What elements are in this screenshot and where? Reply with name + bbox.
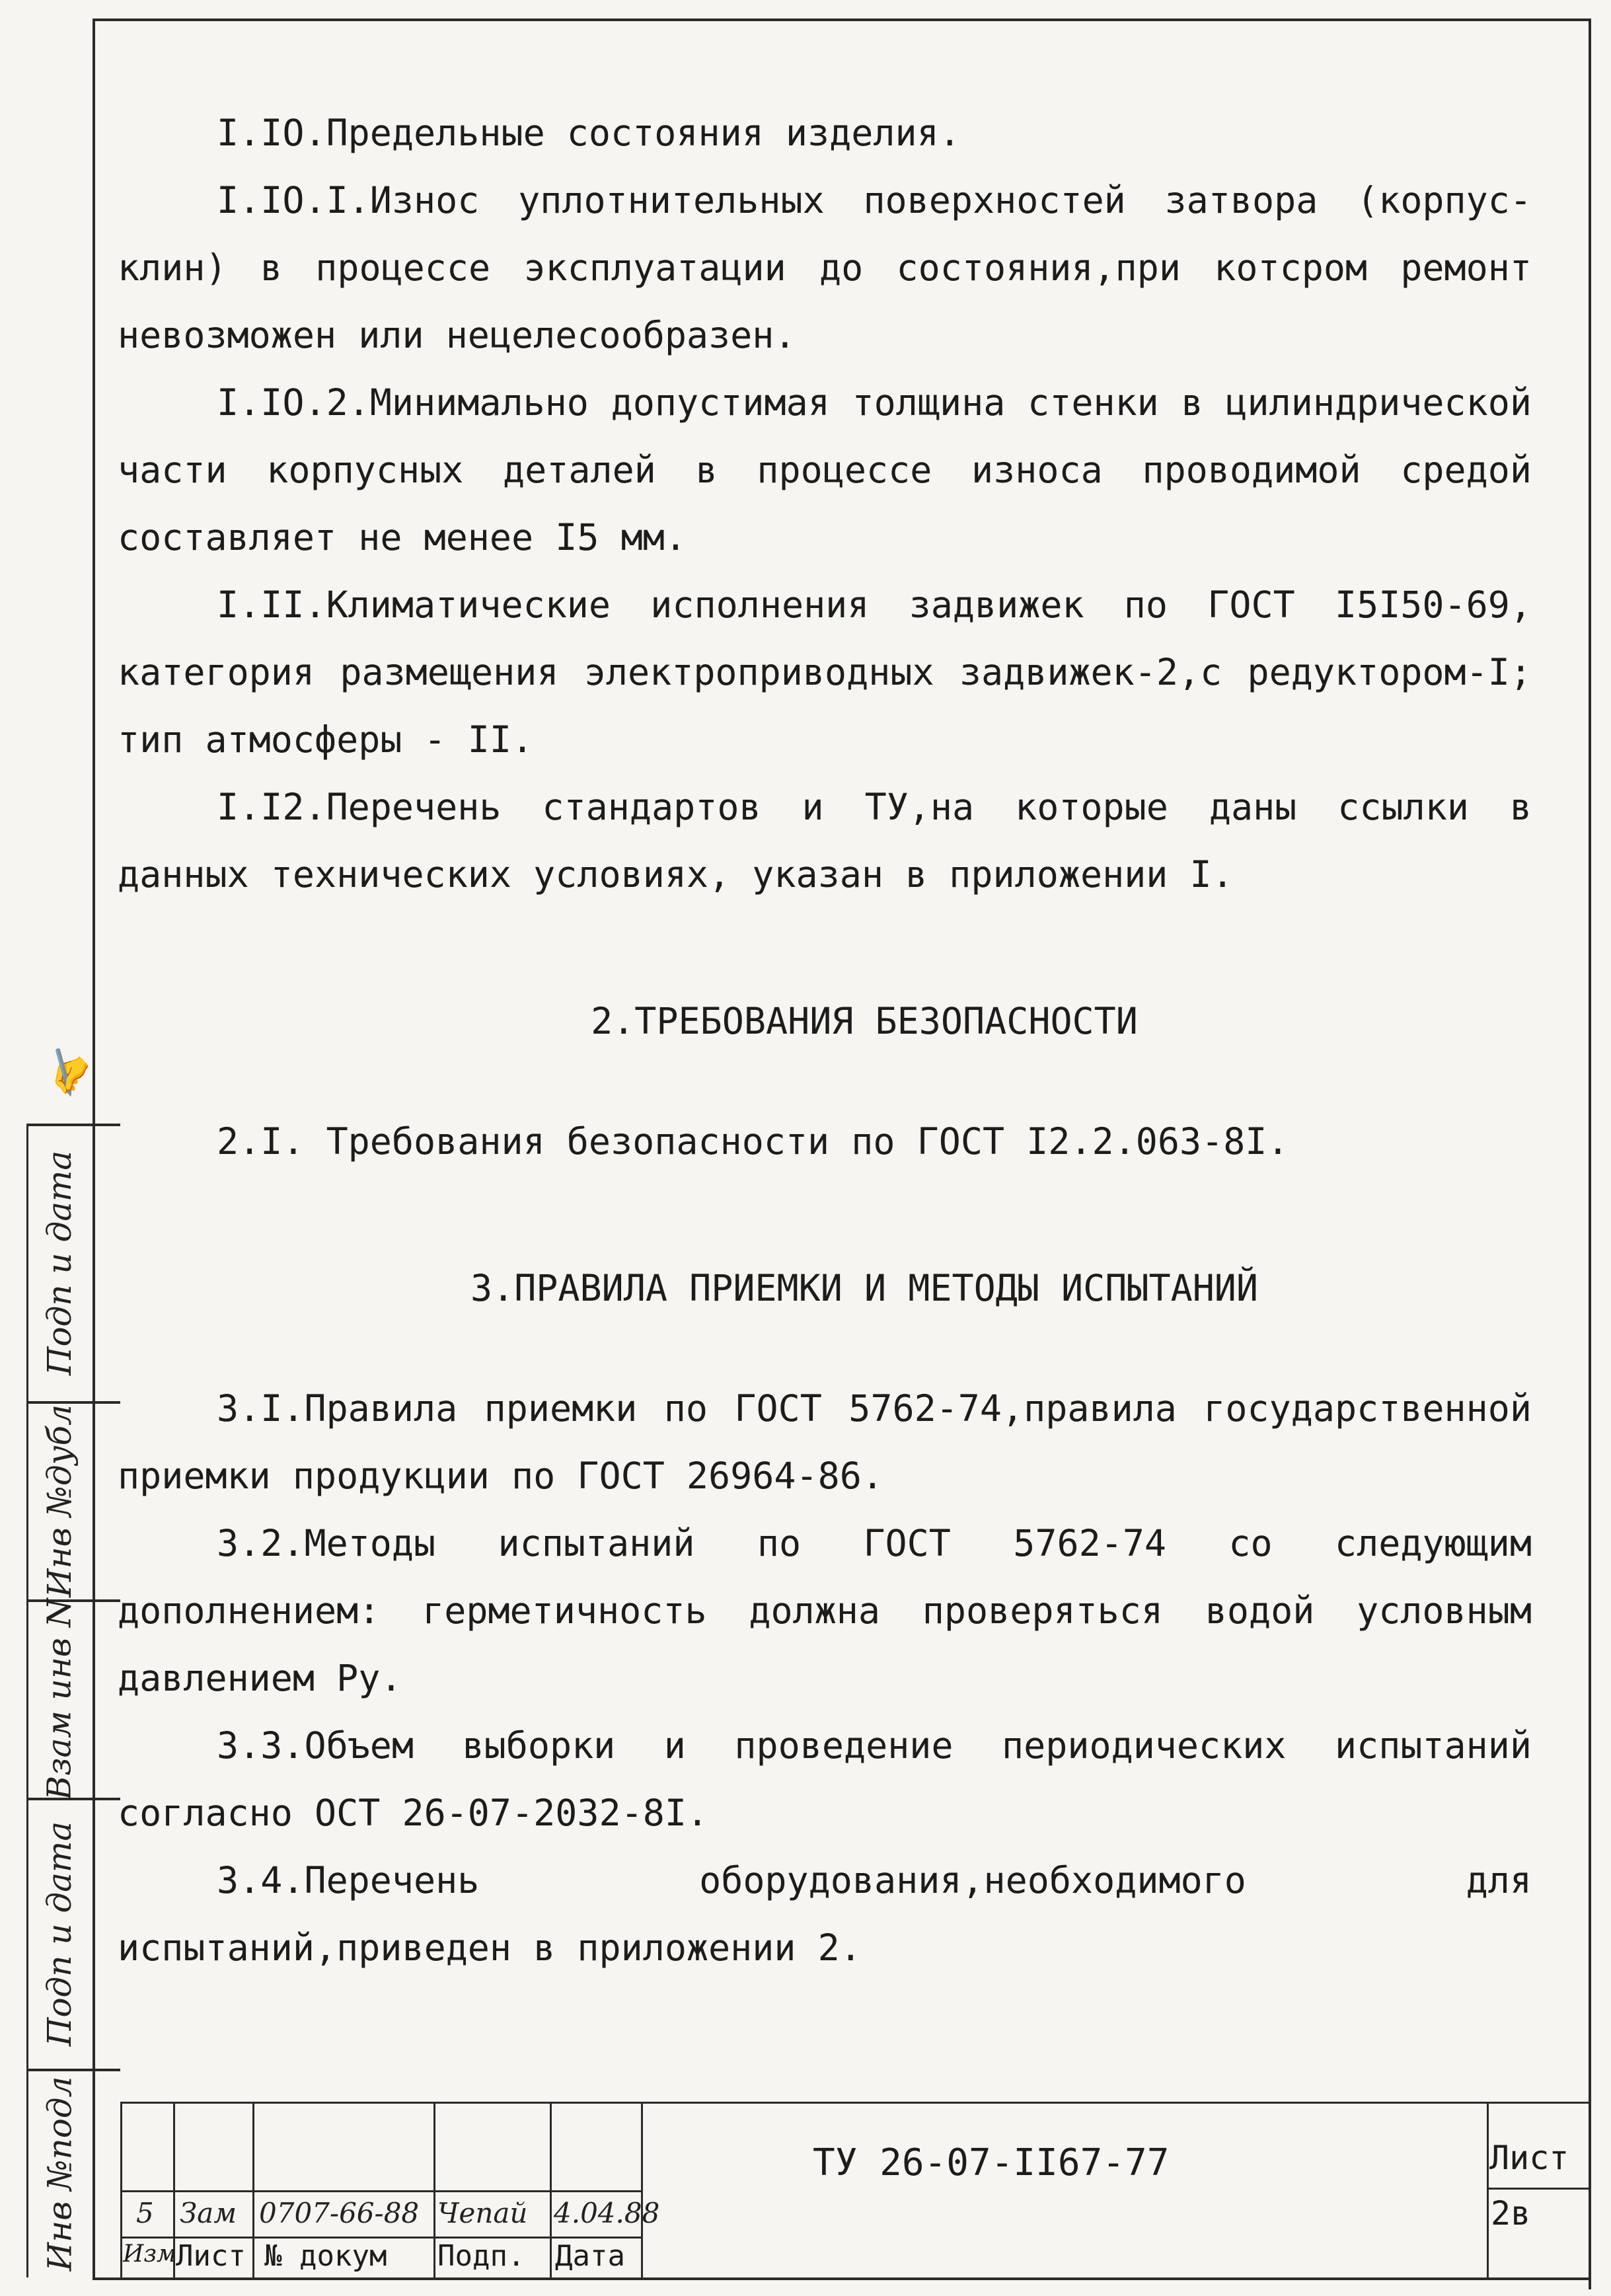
paragraph-3-2: 3.2.Методы испытаний по ГОСТ 5762-74 со следующим дополнением: герметичность должна проверяться водой условным давлением Ру. <box>118 1522 1532 1699</box>
document-designation: ТУ 26-07-II67-77 <box>813 2141 1170 2184</box>
sheet-cell-left-border <box>1487 2102 1489 2277</box>
label-data: Дата <box>555 2239 625 2273</box>
side-cell-podp-data-1: Подп и дата <box>40 1150 79 1376</box>
title-block-row-divider <box>120 2190 642 2192</box>
paragraph-3-1: 3.I.Правила приемки по ГОСТ 5762-74,правила государственной приемки продукции по ГОСТ 26964-86. <box>118 1387 1532 1497</box>
revision-number: 5 <box>136 2197 154 2229</box>
title-block-col <box>433 2102 435 2277</box>
paragraph-2-1: 2.I. Требования безопасности по ГОСТ I2.2.063-8I. <box>217 1120 1289 1163</box>
paragraph-1-12: I.I2.Перечень стандартов и ТУ,на которые даны ссылки в данных технических условиях, указан в приложении I. <box>118 786 1532 896</box>
label-izm: Изм <box>123 2240 176 2268</box>
section-2-heading: 2.ТРЕБОВАНИЯ БЕЗОПАСНОСТИ <box>591 1000 1138 1042</box>
revision-change: Зам <box>180 2197 237 2229</box>
label-docnum: № докум <box>264 2239 387 2273</box>
revision-signature: Чепай <box>437 2197 528 2229</box>
sheet-number: 2в <box>1491 2194 1531 2233</box>
title-block-col <box>120 2102 122 2277</box>
paragraph-1-10-1: I.IO.I.Износ уплотнительных поверхностей затвора (корпус-клин) в процессе эксплуатации до состояния,при котсром ремонт невозможен или нецелесообразен. <box>118 179 1532 356</box>
sheet-cell-divider <box>1487 2188 1589 2190</box>
side-cell-inv-podl: Инв №подл <box>40 2076 79 2272</box>
paragraph-1-10-2: I.IO.2.Минимально допустимая толщина стенки в цилиндрической части корпусных деталей в процессе износа проводимой средой составляет не менее I5 мм. <box>118 381 1532 558</box>
section-3-heading: 3.ПРАВИЛА ПРИЕМКИ И МЕТОДЫ ИСПЫТАНИЙ <box>470 1267 1259 1309</box>
frame-top-border <box>94 19 1590 21</box>
side-cell-inv-dubl: Инв №дубл <box>40 1404 79 1597</box>
side-cell-podp-data-2: Подп и дата <box>40 1821 79 2047</box>
title-block-col <box>252 2102 254 2277</box>
paragraph-3-3: 3.3.Объем выборки и проведение периодических испытаний согласно ОСТ 26-07-2032-8I. <box>118 1724 1532 1834</box>
paragraph-3-4: 3.4.Перечень оборудования,необходимого для испытаний,приведен в приложении 2. <box>118 1859 1532 1969</box>
title-block-col <box>550 2102 552 2277</box>
frame-left-border <box>93 19 95 2279</box>
paragraph-1-10: I.IO.Предельные состояния изделия. <box>217 112 961 154</box>
sheet-label: Лист <box>1489 2139 1569 2177</box>
document-body <box>118 99 1532 1981</box>
label-podp: Подп. <box>437 2239 525 2273</box>
frame-right-border <box>1589 19 1591 2289</box>
frame-bottom-border <box>93 2277 1591 2280</box>
revision-document: 0707-66-88 <box>259 2197 420 2229</box>
title-block-col <box>641 2102 643 2277</box>
revision-date: 4.04.88 <box>554 2197 660 2229</box>
label-list: Лист <box>176 2239 246 2273</box>
initials-mark: ✍ <box>35 1042 96 1104</box>
side-cell-vzam-inv: Взам инв N <box>40 1598 79 1800</box>
title-block-top-border <box>120 2102 1589 2104</box>
title-block-row-divider <box>120 2237 642 2239</box>
paragraph-1-11: I.II.Климатические исполнения задвижек по ГОСТ I5I50-69, категория размещения электроприводных задвижек-2,с редуктором-I; тип атмосферы - II. <box>118 584 1532 761</box>
